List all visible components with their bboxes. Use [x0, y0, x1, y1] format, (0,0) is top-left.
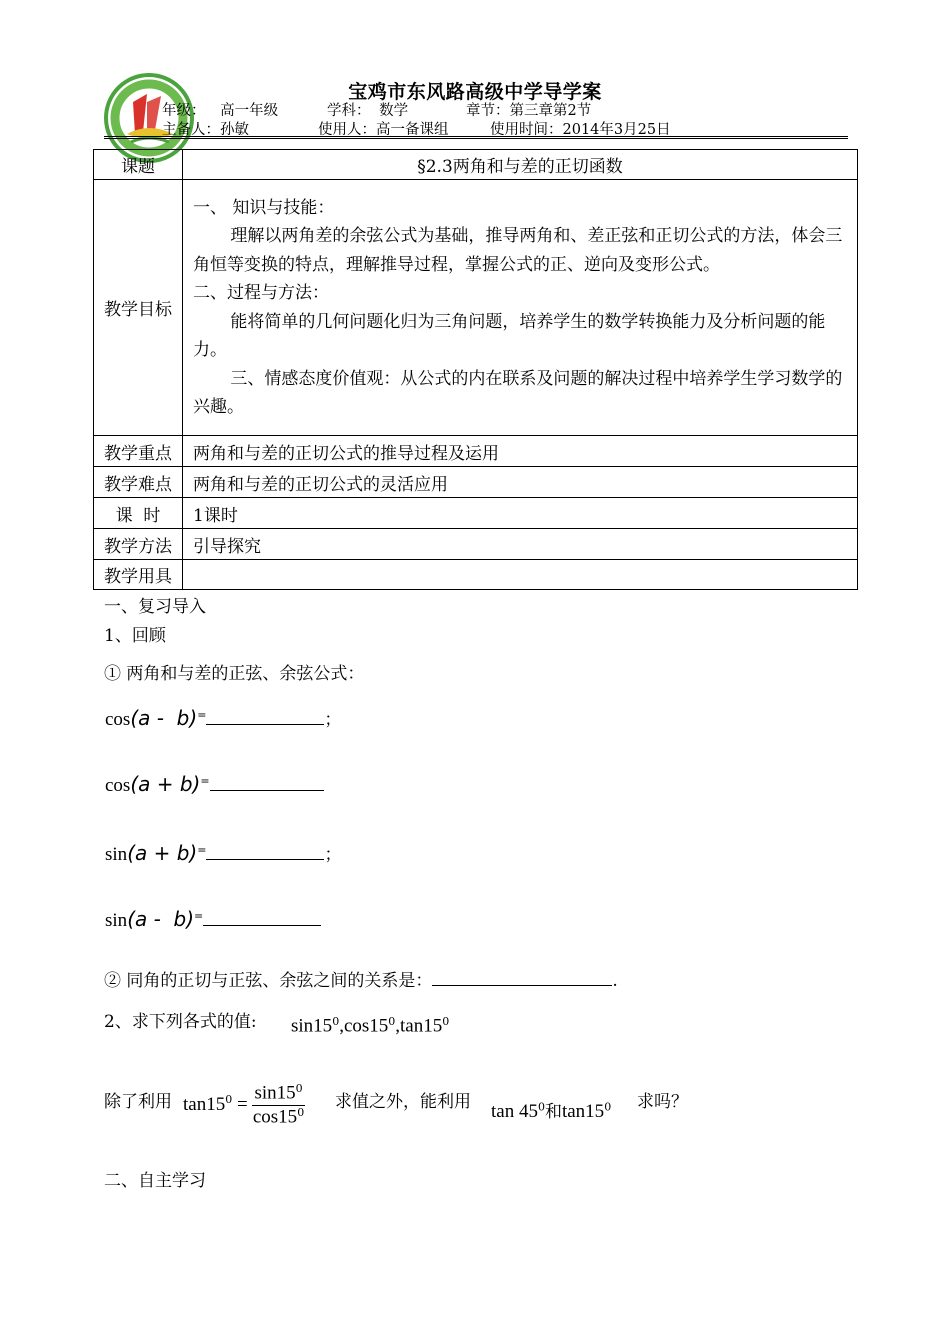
- equals: =: [194, 909, 204, 923]
- difficulty-value: 两角和与差的正切公式的灵活应用: [183, 467, 858, 498]
- values-expression: [291, 1015, 449, 1038]
- semicolon: ；: [324, 845, 342, 865]
- degree-sup: 0: [604, 1100, 612, 1114]
- obj-paragraph-1: 理解以两角差的余弦公式为基础，推导两角和、差正弦和正切公式的方法，体会三角恒等变换的特点，理解推导过程，掌握公式的正、逆向及变形公式。: [193, 226, 843, 275]
- equals-sign: =: [232, 1094, 253, 1116]
- item-tan-relation-text: ② 同角的正切与正弦、余弦之间的关系是：: [104, 971, 433, 991]
- topic-label: 课题: [94, 150, 183, 180]
- item-sin-cos-formulas: ① 两角和与差的正弦、余弦公式：: [104, 664, 365, 684]
- fn-arg: (a + b): [127, 841, 198, 865]
- answer-blank[interactable]: [432, 985, 612, 986]
- answer-blank[interactable]: [206, 724, 324, 725]
- header-rule-2: [104, 138, 848, 139]
- grade-line: [162, 99, 278, 120]
- table-row-difficulty: [94, 467, 858, 498]
- user-label: 使用人：: [318, 122, 376, 138]
- section-self-study-heading: 二、自主学习: [104, 1171, 206, 1191]
- equals: =: [200, 774, 210, 788]
- hours-value: 1课时: [183, 498, 858, 529]
- chapter-value: 第三章第2节: [509, 103, 592, 119]
- degree-sup: 0: [332, 1015, 340, 1028]
- tools-value: [183, 560, 858, 590]
- obj-paragraph-3: 三、情感态度价值观：从公式的内在联系及问题的解决过程中培养学生学习数学的兴趣。: [193, 368, 843, 417]
- school-title: 宝鸡市东风路高级中学导学案: [348, 81, 602, 103]
- fn-arg: (a - b): [130, 706, 198, 730]
- table-row-objectives: [94, 180, 858, 436]
- date-value: 2014年3月25日: [562, 122, 671, 138]
- fn-name: sin: [105, 844, 128, 865]
- sin15: sin15: [291, 1015, 333, 1037]
- period: .: [612, 971, 618, 991]
- difficulty-label: 教学难点: [94, 467, 183, 498]
- key-value: 两角和与差的正切公式的推导过程及运用: [183, 436, 858, 467]
- q-tan-pair: [491, 1097, 611, 1123]
- q-prefix: 除了利用: [104, 1092, 172, 1112]
- and-word: 和: [544, 1102, 562, 1122]
- table-row-topic: [94, 150, 858, 180]
- header-rule: [104, 136, 848, 137]
- q-end: 求吗？: [637, 1092, 688, 1112]
- answer-blank[interactable]: [206, 859, 324, 860]
- section-review-heading: 一、复习导入: [104, 597, 206, 617]
- formula-cos-sum: [105, 772, 324, 797]
- equals: =: [197, 843, 207, 857]
- subject-value: 数学: [379, 103, 409, 119]
- numerator: sin15: [254, 1082, 296, 1104]
- subject-label: 学科：: [327, 103, 371, 119]
- table-row-hours: [94, 498, 858, 529]
- objectives-label: 教学目标: [94, 180, 183, 436]
- subsection-recall: 1、回顾: [104, 626, 166, 646]
- table-row-method: [94, 529, 858, 560]
- tan15: ,tan15: [395, 1015, 443, 1037]
- denominator: cos15: [252, 1106, 298, 1128]
- degree-sup: 0: [297, 1105, 305, 1119]
- degree-sup: 0: [388, 1015, 396, 1028]
- obj-paragraph-2: 能将简单的几何问题化归为三角问题，培养学生的数学转换能力及分析问题的能力。: [193, 311, 826, 360]
- formula-sin-diff: [105, 907, 321, 932]
- obj-heading-1: 一、 知识与技能：: [193, 197, 335, 218]
- tan45: tan 45: [491, 1101, 538, 1122]
- tan15: tan15: [561, 1101, 605, 1122]
- tan-ratio-formula: [183, 1082, 305, 1128]
- fn-arg: (a - b): [127, 907, 195, 931]
- fn-name: sin: [105, 910, 128, 931]
- author-value: 孙敏: [220, 122, 249, 138]
- subject-line: [327, 99, 408, 120]
- equals: =: [197, 708, 207, 722]
- user-value: 高一备课组: [376, 122, 449, 138]
- chapter-label: 章节：: [466, 103, 510, 119]
- degree-sup: 0: [442, 1015, 450, 1028]
- obj-heading-2: 二、过程与方法：: [193, 283, 329, 303]
- chapter-line: [466, 99, 591, 120]
- fn-arg: (a + b): [130, 772, 201, 796]
- cos15: ,cos15: [339, 1015, 389, 1037]
- method-value: 引导探究: [183, 529, 858, 560]
- tan15-label: tan15: [183, 1094, 226, 1116]
- method-label: 教学方法: [94, 529, 183, 560]
- hours-label: 课 时: [94, 498, 183, 529]
- degree-sup: 0: [225, 1093, 233, 1106]
- formula-cos-diff: [105, 705, 341, 731]
- q-middle: 求值之外，能利用: [335, 1092, 471, 1112]
- tools-label: 教学用具: [94, 560, 183, 590]
- subsection-compute: 2、求下列各式的值:: [104, 1012, 257, 1032]
- lesson-info-table: [93, 149, 858, 590]
- table-row-key: [94, 436, 858, 467]
- semicolon: ；: [324, 710, 342, 730]
- item-tan-relation: [104, 966, 618, 991]
- degree-sup: 0: [295, 1082, 303, 1095]
- fraction: [252, 1082, 304, 1128]
- grade-label: 年级：: [162, 103, 206, 119]
- objectives-content: [183, 180, 858, 436]
- table-row-tools: [94, 560, 858, 590]
- author-label: 主备人：: [162, 122, 220, 138]
- key-label: 教学重点: [94, 436, 183, 467]
- answer-blank[interactable]: [210, 790, 324, 791]
- date-label: 使用时间：: [490, 122, 563, 138]
- degree-sup: 0: [537, 1100, 545, 1114]
- fn-name: cos: [105, 775, 131, 796]
- fn-name: cos: [105, 709, 131, 730]
- formula-sin-sum: [105, 840, 341, 866]
- answer-blank[interactable]: [203, 925, 321, 926]
- topic-value: §2.3两角和与差的正切函数: [183, 150, 858, 180]
- grade-value: 高一年级: [220, 103, 279, 119]
